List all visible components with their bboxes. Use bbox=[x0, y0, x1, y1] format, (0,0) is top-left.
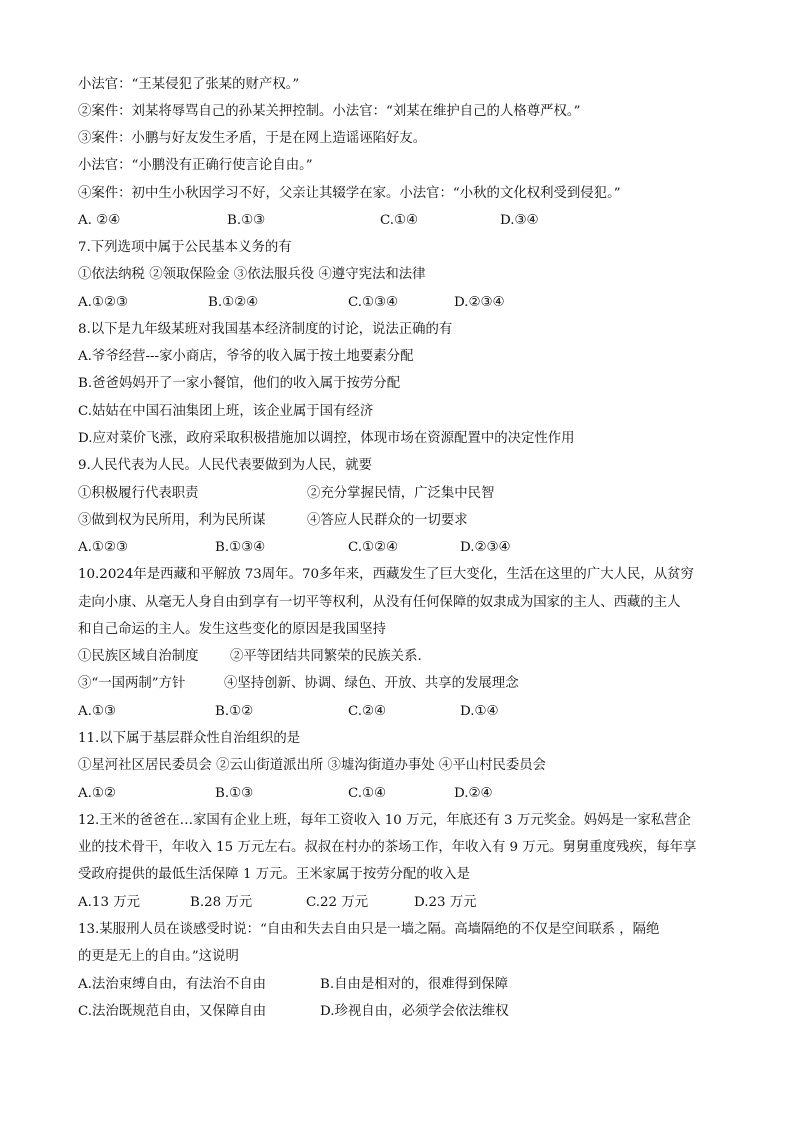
question-8-option-d: D.应对菜价飞涨，政府采取积极措施加以调控，体现市场在资源配置中的决定性作用 bbox=[78, 431, 575, 446]
question-7: 7.下列选项中属于公民基本义务的有 bbox=[78, 240, 292, 255]
question-12: 受政府提供的最低生活保障 1 万元。王米家属于按劳分配的收入是 bbox=[78, 867, 470, 882]
option-b: B.①②④ bbox=[208, 295, 259, 310]
item: ①积极履行代表职责 bbox=[78, 486, 199, 501]
option-c: C.22 万元 bbox=[306, 895, 369, 910]
text-line: ③案件：小鹏与好友发生矛盾，于是在网上造谣诬陷好友。 bbox=[78, 131, 427, 146]
question-9: 9.人民代表为人民。人民代表要做到为人民，就要 bbox=[78, 458, 372, 473]
item: ②充分掌握民情，广泛集中民智 bbox=[307, 486, 495, 501]
question-12: 12.王米的爸爸在…家国有企业上班，每年工资收入 10 万元，年底还有 3 万元奖金。妈妈是一家私营企 bbox=[78, 813, 691, 828]
option-b: B.①③ bbox=[227, 213, 266, 228]
option-b: B.①③ bbox=[215, 786, 254, 801]
option-a: A.法治束缚自由，有法治不自由 bbox=[78, 977, 267, 992]
text-line: 小法官：“王某侵犯了张某的财产权。” bbox=[78, 77, 300, 92]
option-d: D.①④ bbox=[460, 704, 499, 719]
option-d: D.③④ bbox=[500, 213, 539, 228]
question-11: 11.以下属于基层群众性自治组织的是 bbox=[78, 731, 301, 746]
question-10: 10.2024年是西藏和平解放 73周年。70多年来，西藏发生了巨大变化，生活在这里的广大人民，从贫穷 bbox=[78, 567, 694, 582]
option-d: D.②③④ bbox=[454, 295, 505, 310]
option-c: C.①④ bbox=[380, 213, 419, 228]
text-line: ②案件：刘某将辱骂自己的孙某关押控制。小法官：“刘某在维护自己的人格尊严权。” bbox=[78, 104, 581, 119]
question-12: 业的技术骨干，年收入 15 万元左右。叔叔在村办的茶场工作，年收入有 9 万元。舅舅重度残疾，每年享 bbox=[78, 840, 697, 855]
item: ③“一国两制”方针 bbox=[78, 676, 186, 691]
option-a: A.13 万元 bbox=[78, 895, 141, 910]
question-13: 的更是无上的自由。”这说明 bbox=[78, 949, 239, 964]
option-a: A.①②③ bbox=[78, 295, 128, 310]
option-d: D.23 万元 bbox=[414, 895, 477, 910]
question-8-option-a: A.爷爷经营---家小商店，爷爷的收入属于按土地要素分配 bbox=[78, 349, 414, 364]
question-11-items: ①星河社区居民委员会 ②云山街道派出所 ③墟沟街道办事处 ④平山村民委员会 bbox=[78, 758, 547, 773]
option-b: B.自由是相对的，很难得到保障 bbox=[320, 977, 509, 992]
text-line: ④案件：初中生小秋因学习不好，父亲让其辍学在家。小法官：“小秋的文化权利受到侵犯。” bbox=[78, 186, 621, 201]
question-8-option-b: B.爸爸妈妈开了一家小餐馆，他们的收入属于按劳分配 bbox=[78, 376, 401, 391]
option-b: B.①③④ bbox=[215, 540, 266, 555]
option-c: C.②④ bbox=[348, 704, 387, 719]
option-c: C.法治既规范自由，又保障自由 bbox=[78, 1004, 267, 1019]
item: ④坚持创新、协调、绿色、开放、共享的发展理念 bbox=[224, 676, 519, 691]
question-10: 走向小康、从毫无人身自由到享有一切平等权利，从没有任何保障的奴隶成为国家的主人、西藏的主人 bbox=[78, 595, 681, 610]
question-8-option-c: C.姑姑在中国石油集团上班，该企业属于国有经济 bbox=[78, 404, 374, 419]
option-b: B.①② bbox=[215, 704, 254, 719]
question-10: 和自己命运的主人。发生这些变化的原因是我国坚持 bbox=[78, 622, 386, 637]
option-d: D.②③④ bbox=[460, 540, 511, 555]
option-b: B.28 万元 bbox=[190, 895, 253, 910]
item: ①民族区域自治制度 bbox=[78, 649, 199, 664]
option-d: D.珍视自由，必须学会依法维权 bbox=[320, 1004, 509, 1019]
option-d: D.②④ bbox=[454, 786, 493, 801]
option-a: A.①③ bbox=[78, 704, 116, 719]
question-7-items: ①依法纳税 ②领取保险金 ③依法服兵役 ④遵守宪法和法律 bbox=[78, 267, 426, 282]
question-8: 8.以下是九年级某班对我国基本经济制度的讨论，说法正确的有 bbox=[78, 322, 453, 337]
option-a: A.①②③ bbox=[78, 540, 128, 555]
item: ③做到权为民所用，利为民所谋 bbox=[78, 513, 266, 528]
option-c: C.①②④ bbox=[348, 540, 399, 555]
option-a: A. ②④ bbox=[78, 213, 121, 228]
question-13: 13.某服刑人员在谈感受时说：“自由和失去自由只是一墙之隔。高墙隔绝的不仅是空间联系 ，隔绝 bbox=[78, 922, 660, 937]
option-a: A.①② bbox=[78, 786, 116, 801]
option-c: C.①④ bbox=[348, 786, 387, 801]
item: ②平等团结共同繁荣的民族关系. bbox=[230, 649, 422, 664]
item: ④答应人民群众的一切要求 bbox=[307, 513, 468, 528]
text-line: 小法官：“小鹏没有正确行使言论自由。” bbox=[78, 158, 313, 173]
option-c: C.①③④ bbox=[348, 295, 399, 310]
